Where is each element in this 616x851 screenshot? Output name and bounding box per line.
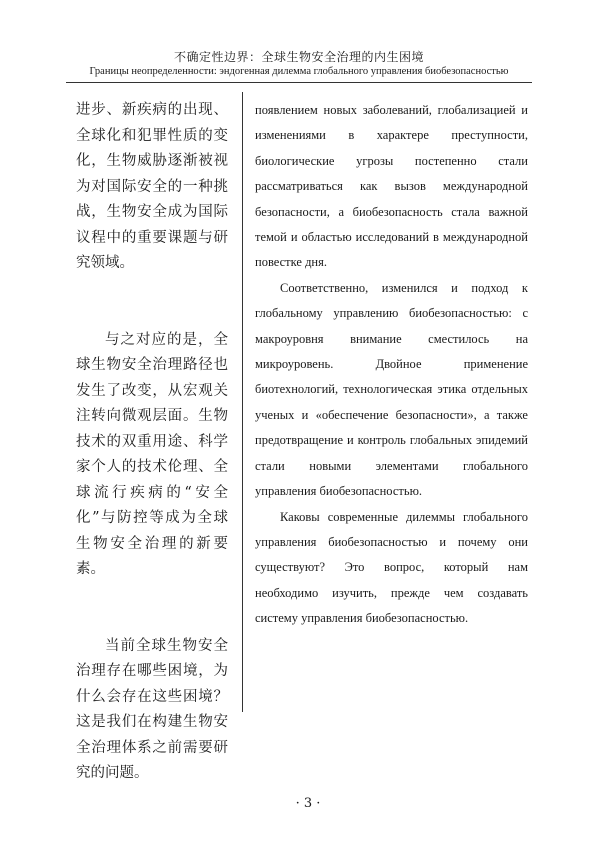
page-number: · 3 · <box>295 796 321 811</box>
russian-paragraph: появлением новых заболеваний, глобализацией и изменениями в характере преступности, биологические угрозы постепенно стали рассматриваться как вызов международной безопасности, а биобезопасность стала важной темой и областью исследований в международной повестке дня. <box>255 103 528 270</box>
chinese-paragraph: 与之对应的是，全球生物安全治理路径也发生了改变，从宏观关注转向微观层面。生物技术的双重用途、科学家个人的技术伦理、全球流行疾病的“安全化”与防控等成为全球生物安全治理的新要素。 <box>76 331 228 577</box>
russian-text-column <box>255 98 528 632</box>
russian-paragraph: Соответственно, изменился и подход к глобальному управлению биобезопасностью: с макроуровня внимание сместилось на микроуровень. Двойное применение биотехнологий, технологическая этика отдельных ученых и «обеспечение безопасности», а также предотвращение и контроль глобальных эпидемий стали новыми элементами глобального управления биобезопасностью. <box>255 280 528 499</box>
chinese-paragraph: 当前全球生物安全治理存在哪些困境，为什么会存在这些困境？这是我们在构建生物安全治理体系之前需要研究的问题。 <box>76 637 228 781</box>
chinese-paragraph: 进步、新疾病的出现、全球化和犯罪性质的变化，生物威胁逐渐被视为对国际安全的一种挑战，生物安全成为国际议程中的重要课题与研究领域。 <box>76 102 228 271</box>
running-header <box>66 50 532 78</box>
header-title-chinese: 不确定性边界：全球生物安全治理的内生困境 <box>173 50 424 64</box>
column-divider <box>242 92 243 712</box>
header-title-russian: Границы неопределенности: эндогенная дилемма глобального управления биобезопасностью <box>89 66 509 77</box>
chinese-text-column <box>76 98 228 787</box>
russian-paragraph: Каковы современные дилеммы глобального управления биобезопасностью и почему они существуют? Это вопрос, который нам необходимо изучить, прежде чем создавать систему управления биобезопасностью. <box>255 509 528 626</box>
header-rule <box>66 82 532 83</box>
